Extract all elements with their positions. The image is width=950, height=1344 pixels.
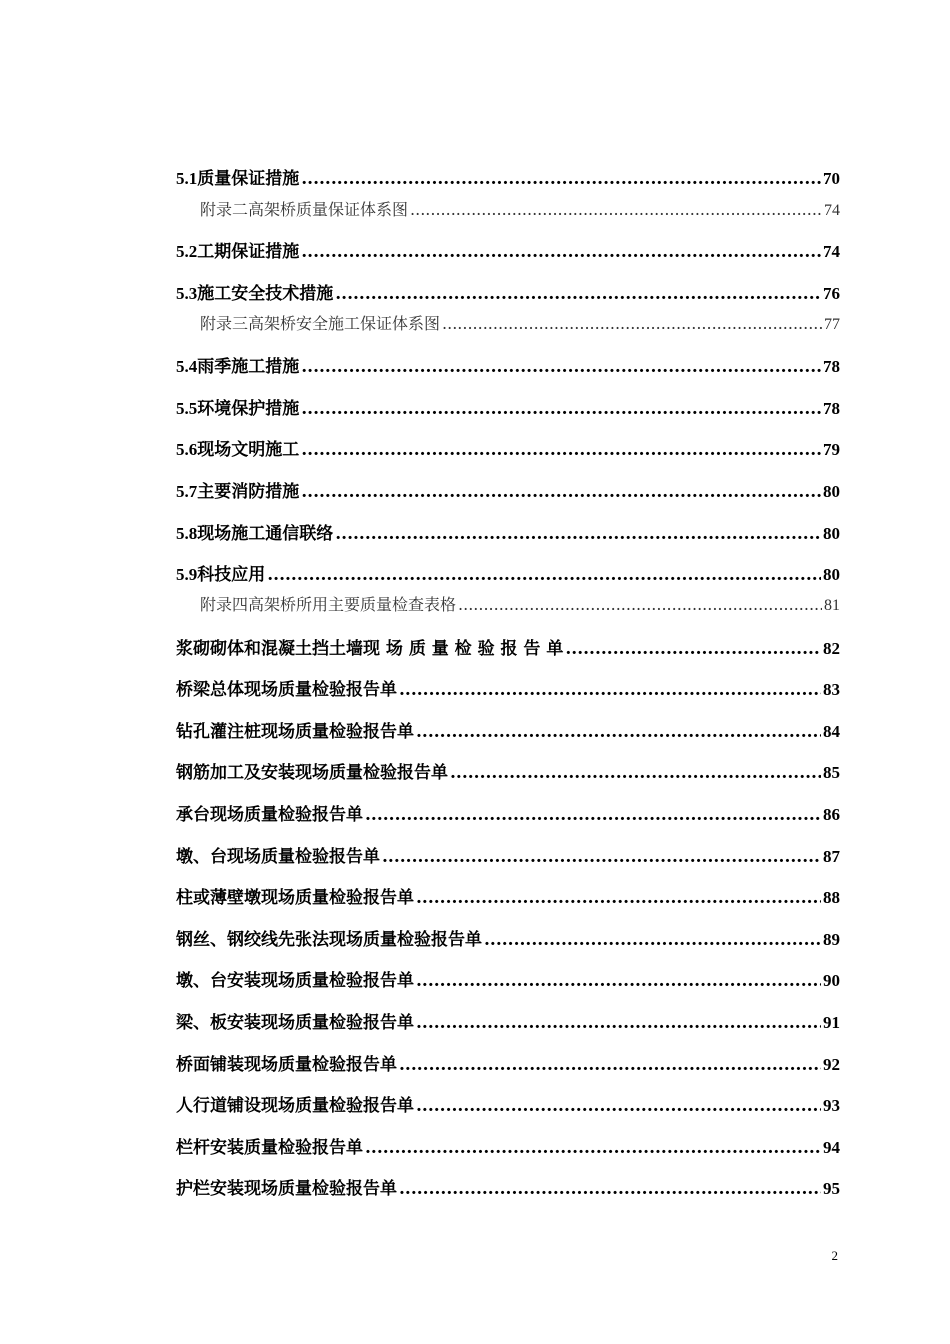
toc-entry[interactable] bbox=[176, 800, 840, 825]
dot-leader bbox=[416, 971, 821, 991]
dot-leader bbox=[301, 242, 821, 262]
section-number: 5.4 bbox=[176, 357, 198, 376]
page-number: 70 bbox=[823, 169, 840, 188]
dot-leader bbox=[484, 930, 821, 950]
page-number: 91 bbox=[823, 1013, 840, 1032]
toc-entry[interactable] bbox=[176, 519, 840, 544]
footer-page-number: 2 bbox=[831, 1248, 838, 1263]
page-number: 85 bbox=[823, 763, 840, 782]
entry-title: 施工安全技术措施 bbox=[197, 284, 334, 304]
entry-title: 现场施工通信联络 bbox=[197, 524, 334, 544]
entry-title: 钢筋加工及安装现场质量检验报告单 bbox=[176, 763, 448, 783]
entry-title: 质量保证措施 bbox=[197, 169, 300, 189]
page-number: 78 bbox=[823, 357, 840, 376]
dot-leader bbox=[335, 524, 821, 544]
dot-leader bbox=[442, 314, 822, 333]
section-number: 5.2 bbox=[176, 242, 198, 261]
page-number: 83 bbox=[823, 680, 840, 699]
toc-entry[interactable] bbox=[176, 842, 840, 867]
dot-leader bbox=[458, 595, 822, 614]
entry-title: 高架桥质量保证体系图 bbox=[248, 200, 409, 219]
section-number: 5.8 bbox=[176, 524, 198, 543]
entry-title: 工期保证措施 bbox=[197, 242, 300, 262]
toc-entry[interactable] bbox=[176, 477, 840, 502]
entry-title: 现场文明施工 bbox=[197, 440, 300, 460]
dot-leader bbox=[301, 399, 821, 419]
entry-title: 科技应用 bbox=[197, 565, 266, 585]
entry-title: 梁、板安装现场质量检验报告单 bbox=[176, 1013, 414, 1033]
dot-leader bbox=[365, 805, 821, 825]
toc-entry[interactable] bbox=[176, 925, 840, 950]
entry-title: 桥面铺装现场质量检验报告单 bbox=[176, 1055, 397, 1075]
page-number: 94 bbox=[823, 1138, 840, 1157]
section-number: 5.3 bbox=[176, 284, 198, 303]
entry-title: 钢丝、钢绞线先张法现场质量检验报告单 bbox=[176, 930, 482, 950]
dot-leader bbox=[565, 639, 821, 659]
entry-title: 浆砌砌体和混凝土挡土墙现 场 质 量 检 验 报 告 单 bbox=[176, 639, 564, 659]
entry-title: 环境保护措施 bbox=[197, 399, 300, 419]
entry-title: 雨季施工措施 bbox=[197, 357, 300, 377]
dot-leader bbox=[416, 888, 821, 908]
page-number: 74 bbox=[823, 242, 840, 261]
dot-leader bbox=[416, 1013, 821, 1033]
dot-leader bbox=[416, 722, 821, 742]
entry-title: 承台现场质量检验报告单 bbox=[176, 805, 363, 825]
page-number: 79 bbox=[823, 440, 840, 459]
dot-leader bbox=[399, 1055, 821, 1075]
dot-leader bbox=[365, 1138, 821, 1158]
entry-title: 栏杆安装质量检验报告单 bbox=[176, 1138, 363, 1158]
page-number: 76 bbox=[823, 284, 840, 303]
toc-entry[interactable] bbox=[176, 758, 840, 783]
page-number: 87 bbox=[823, 847, 840, 866]
page-number: 89 bbox=[823, 930, 840, 949]
page-number: 80 bbox=[823, 565, 840, 584]
page-number: 88 bbox=[823, 888, 840, 907]
page-number: 93 bbox=[823, 1096, 840, 1115]
page-number: 92 bbox=[823, 1055, 840, 1074]
entry-title: 高架桥安全施工保证体系图 bbox=[248, 314, 441, 333]
page-number: 84 bbox=[823, 722, 840, 741]
entry-title: 钻孔灌注桩现场质量检验报告单 bbox=[176, 722, 414, 742]
toc-subentry[interactable] bbox=[200, 592, 840, 615]
entry-title: 柱或薄壁墩现场质量检验报告单 bbox=[176, 888, 414, 908]
dot-leader bbox=[450, 763, 821, 783]
page-number: 86 bbox=[823, 805, 840, 824]
toc-entry[interactable] bbox=[176, 279, 840, 304]
toc-entry[interactable] bbox=[176, 717, 840, 742]
toc-entry[interactable] bbox=[176, 675, 840, 700]
toc-entry[interactable] bbox=[176, 883, 840, 908]
dot-leader bbox=[399, 1179, 821, 1199]
dot-leader bbox=[267, 565, 821, 585]
dot-leader bbox=[335, 284, 821, 304]
appendix-label: 附录二 bbox=[200, 200, 249, 219]
entry-title: 墩、台安装现场质量检验报告单 bbox=[176, 971, 414, 991]
entry-title: 人行道铺设现场质量检验报告单 bbox=[176, 1096, 414, 1116]
appendix-label: 附录三 bbox=[200, 314, 249, 333]
toc-entry[interactable] bbox=[176, 634, 840, 659]
section-number: 5.7 bbox=[176, 482, 198, 501]
toc-entry[interactable] bbox=[176, 1091, 840, 1116]
entry-title: 桥梁总体现场质量检验报告单 bbox=[176, 680, 397, 700]
entry-title: 主要消防措施 bbox=[197, 482, 300, 502]
dot-leader bbox=[410, 200, 822, 219]
dot-leader bbox=[416, 1096, 821, 1116]
toc-entry[interactable] bbox=[176, 1174, 840, 1199]
page-number: 80 bbox=[823, 482, 840, 501]
section-number: 5.6 bbox=[176, 440, 198, 459]
dot-leader bbox=[301, 482, 821, 502]
toc-entry[interactable] bbox=[176, 394, 840, 419]
dot-leader bbox=[301, 440, 821, 460]
page-number: 80 bbox=[823, 524, 840, 543]
section-number: 5.5 bbox=[176, 399, 198, 418]
dot-leader bbox=[382, 847, 821, 867]
toc-entry[interactable] bbox=[176, 435, 840, 460]
toc-entry[interactable] bbox=[176, 1008, 840, 1033]
entry-title: 护栏安装现场质量检验报告单 bbox=[176, 1179, 397, 1199]
section-number: 5.1 bbox=[176, 169, 198, 188]
toc-entry[interactable] bbox=[176, 966, 840, 991]
toc-subentry[interactable] bbox=[200, 197, 840, 220]
page-number: 95 bbox=[823, 1179, 840, 1198]
entry-title: 高架桥所用主要质量检查表格 bbox=[248, 595, 457, 614]
dot-leader bbox=[399, 680, 821, 700]
toc-entry[interactable] bbox=[176, 1050, 840, 1075]
toc-entry[interactable] bbox=[176, 237, 840, 262]
page-number: 81 bbox=[824, 597, 840, 614]
dot-leader bbox=[301, 169, 821, 189]
toc-entry[interactable] bbox=[176, 352, 840, 377]
toc-entry[interactable] bbox=[176, 1133, 840, 1158]
toc-entry[interactable] bbox=[176, 560, 840, 585]
toc-subentry[interactable] bbox=[200, 311, 840, 334]
page-number: 74 bbox=[824, 202, 840, 219]
page-number: 90 bbox=[823, 971, 840, 990]
toc-entry[interactable] bbox=[176, 164, 840, 189]
page-number: 77 bbox=[824, 316, 840, 333]
section-number: 5.9 bbox=[176, 565, 198, 584]
entry-title: 墩、台现场质量检验报告单 bbox=[176, 847, 380, 867]
dot-leader bbox=[301, 357, 821, 377]
appendix-label: 附录四 bbox=[200, 595, 249, 614]
page-number: 82 bbox=[823, 639, 840, 658]
page-number: 78 bbox=[823, 399, 840, 418]
